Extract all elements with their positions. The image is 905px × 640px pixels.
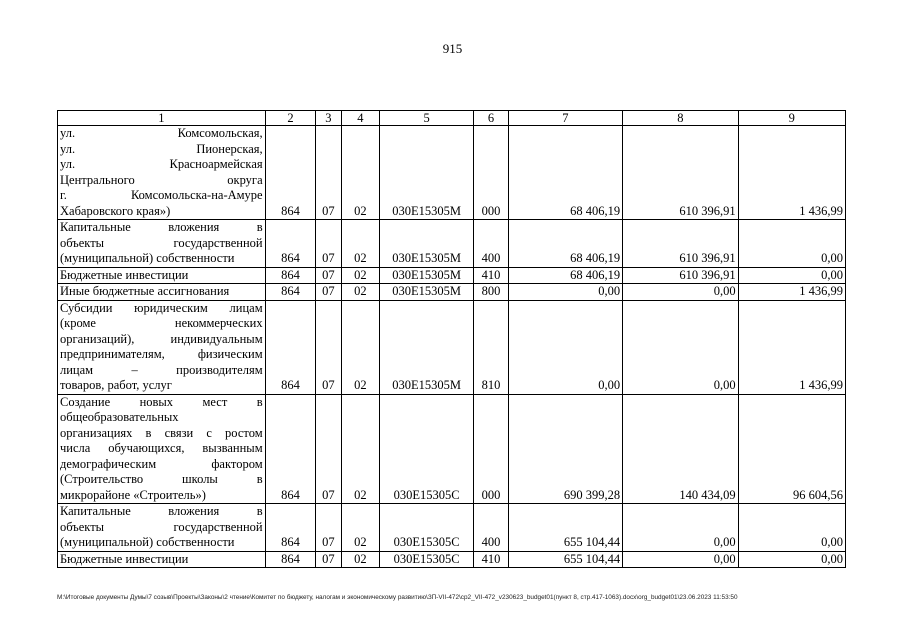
- table-row: [58, 267, 846, 284]
- amount-year2-cell: 0,00: [623, 504, 738, 552]
- page-number: 915: [442, 41, 463, 56]
- subsection-cell: 02: [341, 220, 379, 268]
- target-article-cell: 030E15305M: [380, 126, 474, 220]
- row-name-line: ул. Пионерская,: [60, 141, 263, 156]
- amount-year3-cell: 0,00: [738, 267, 845, 284]
- admin-code-cell: 864: [265, 267, 316, 284]
- row-name-line: объекты государственной: [60, 519, 263, 534]
- table-row: [58, 284, 846, 301]
- amount-year1-cell: 68 406,19: [508, 267, 622, 284]
- target-article-cell: 030E15305M: [380, 267, 474, 284]
- column-header: 4: [341, 111, 379, 126]
- amount-year1-cell: 0,00: [508, 284, 622, 301]
- row-name-line: предпринимателям, физическим: [60, 347, 263, 361]
- header-row: [58, 111, 846, 126]
- row-name-line: (кроме некоммерческих: [60, 316, 263, 330]
- admin-code-cell: 864: [265, 220, 316, 268]
- row-name-line: ул. Красноармейская: [60, 157, 263, 171]
- row-name: [58, 551, 266, 568]
- row-name: [58, 504, 266, 552]
- section-cell: 07: [316, 300, 341, 394]
- table-row: [58, 300, 846, 394]
- admin-code-cell: 864: [265, 551, 316, 568]
- row-name-line: Иные бюджетные ассигнования: [60, 284, 230, 298]
- table-row: [58, 220, 846, 268]
- column-header: 7: [508, 111, 622, 126]
- expense-type-cell: 000: [474, 394, 508, 504]
- section-cell: 07: [316, 284, 341, 301]
- amount-year1-cell: 655 104,44: [508, 551, 622, 568]
- section-cell: 07: [316, 126, 341, 220]
- row-name-line: Капитальные вложения в: [60, 504, 263, 518]
- amount-year3-cell: 1 436,99: [738, 126, 845, 220]
- target-article-cell: 030E15305C: [380, 504, 474, 552]
- target-article-cell: 030E15305M: [380, 284, 474, 301]
- column-header: 1: [58, 111, 266, 126]
- amount-year2-cell: 0,00: [623, 551, 738, 568]
- row-name-line: Хабаровского края»): [60, 203, 171, 218]
- row-name-line: Капитальные вложения в: [60, 220, 263, 234]
- amount-year1-cell: 655 104,44: [508, 504, 622, 552]
- table-body: [58, 126, 846, 568]
- row-name-line: числа обучающихся, вызванным: [60, 441, 263, 455]
- section-cell: 07: [316, 504, 341, 552]
- column-header: 8: [623, 111, 738, 126]
- amount-year2-cell: 140 434,09: [623, 394, 738, 504]
- row-name-line: (Строительство школы в: [60, 472, 263, 486]
- row-name-line: демографическим фактором: [60, 456, 263, 471]
- column-header: 9: [738, 111, 845, 126]
- admin-code-cell: 864: [265, 300, 316, 394]
- row-name-line: Создание новых мест в: [60, 394, 263, 409]
- admin-code-cell: 864: [265, 126, 316, 220]
- admin-code-cell: 864: [265, 394, 316, 504]
- row-name: [58, 284, 266, 301]
- expense-type-cell: 800: [474, 284, 508, 301]
- expense-type-cell: 410: [474, 551, 508, 568]
- row-name-line: организаций), индивидуальным: [60, 331, 263, 346]
- table-row: [58, 551, 846, 568]
- column-header: 3: [316, 111, 341, 126]
- expense-type-cell: 810: [474, 300, 508, 394]
- target-article-cell: 030E15305C: [380, 394, 474, 504]
- amount-year1-cell: 68 406,19: [508, 220, 622, 268]
- row-name-line: лицам – производителям: [60, 362, 263, 377]
- row-name-line: Бюджетные инвестиции: [60, 551, 189, 566]
- section-cell: 07: [316, 551, 341, 568]
- row-name: [58, 126, 266, 220]
- row-name-line: Центрального округа: [60, 172, 263, 187]
- row-name-line: г. Комсомольска-на-Амуре: [60, 188, 263, 202]
- amount-year2-cell: 610 396,91: [623, 126, 738, 220]
- amount-year3-cell: 0,00: [738, 504, 845, 552]
- subsection-cell: 02: [341, 551, 379, 568]
- section-cell: 07: [316, 220, 341, 268]
- target-article-cell: 030E15305M: [380, 300, 474, 394]
- amount-year2-cell: 610 396,91: [623, 220, 738, 268]
- table-row: [58, 504, 846, 552]
- row-name: [58, 394, 266, 504]
- amount-year3-cell: 1 436,99: [738, 300, 845, 394]
- row-name-line: общеобразовательных: [60, 410, 179, 424]
- row-name-line: (муниципальной) собственности: [60, 251, 235, 265]
- row-name: [58, 267, 266, 284]
- file-path-footer: M:\Итоговые документы Думы\7 созыв\Проекты\Законы\2 чтение\Комитет по бюджету, налогам и экономическому развитию\ЗП-VII-472\cp2_VII-472_v230623_budget01(пункт 8, стр.417-1063).docx\org_budget01\23.06.2023 11:53:50: [57, 594, 738, 601]
- admin-code-cell: 864: [265, 284, 316, 301]
- subsection-cell: 02: [341, 504, 379, 552]
- amount-year3-cell: 0,00: [738, 551, 845, 568]
- row-name-line: организациях в связи с ростом: [60, 425, 263, 440]
- amount-year3-cell: 1 436,99: [738, 284, 845, 301]
- column-header: 2: [265, 111, 316, 126]
- target-article-cell: 030E15305C: [380, 551, 474, 568]
- expense-type-cell: 400: [474, 504, 508, 552]
- row-name-line: Субсидии юридическим лицам: [60, 300, 263, 315]
- row-name-line: товаров, работ, услуг: [60, 378, 172, 392]
- expense-type-cell: 410: [474, 267, 508, 284]
- row-name: [58, 220, 266, 268]
- row-name-line: (муниципальной) собственности: [60, 535, 235, 549]
- admin-code-cell: 864: [265, 504, 316, 552]
- row-name-line: Бюджетные инвестиции: [60, 267, 189, 282]
- row-name-line: объекты государственной: [60, 235, 263, 250]
- subsection-cell: 02: [341, 284, 379, 301]
- row-name-line: ул. Комсомольская,: [60, 126, 263, 140]
- target-article-cell: 030E15305M: [380, 220, 474, 268]
- amount-year2-cell: 0,00: [623, 284, 738, 301]
- column-header: 6: [474, 111, 508, 126]
- column-header: 5: [380, 111, 474, 126]
- expense-type-cell: 400: [474, 220, 508, 268]
- row-name: [58, 300, 266, 394]
- subsection-cell: 02: [341, 267, 379, 284]
- subsection-cell: 02: [341, 300, 379, 394]
- section-cell: 07: [316, 394, 341, 504]
- table-row: [58, 394, 846, 504]
- subsection-cell: 02: [341, 394, 379, 504]
- amount-year1-cell: 690 399,28: [508, 394, 622, 504]
- amount-year2-cell: 0,00: [623, 300, 738, 394]
- amount-year1-cell: 0,00: [508, 300, 622, 394]
- row-name-line: микрорайоне «Строитель»): [60, 487, 206, 502]
- amount-year3-cell: 96 604,56: [738, 394, 845, 504]
- amount-year3-cell: 0,00: [738, 220, 845, 268]
- section-cell: 07: [316, 267, 341, 284]
- budget-table: [57, 110, 846, 568]
- amount-year1-cell: 68 406,19: [508, 126, 622, 220]
- amount-year2-cell: 610 396,91: [623, 267, 738, 284]
- subsection-cell: 02: [341, 126, 379, 220]
- expense-type-cell: 000: [474, 126, 508, 220]
- table-row: [58, 126, 846, 220]
